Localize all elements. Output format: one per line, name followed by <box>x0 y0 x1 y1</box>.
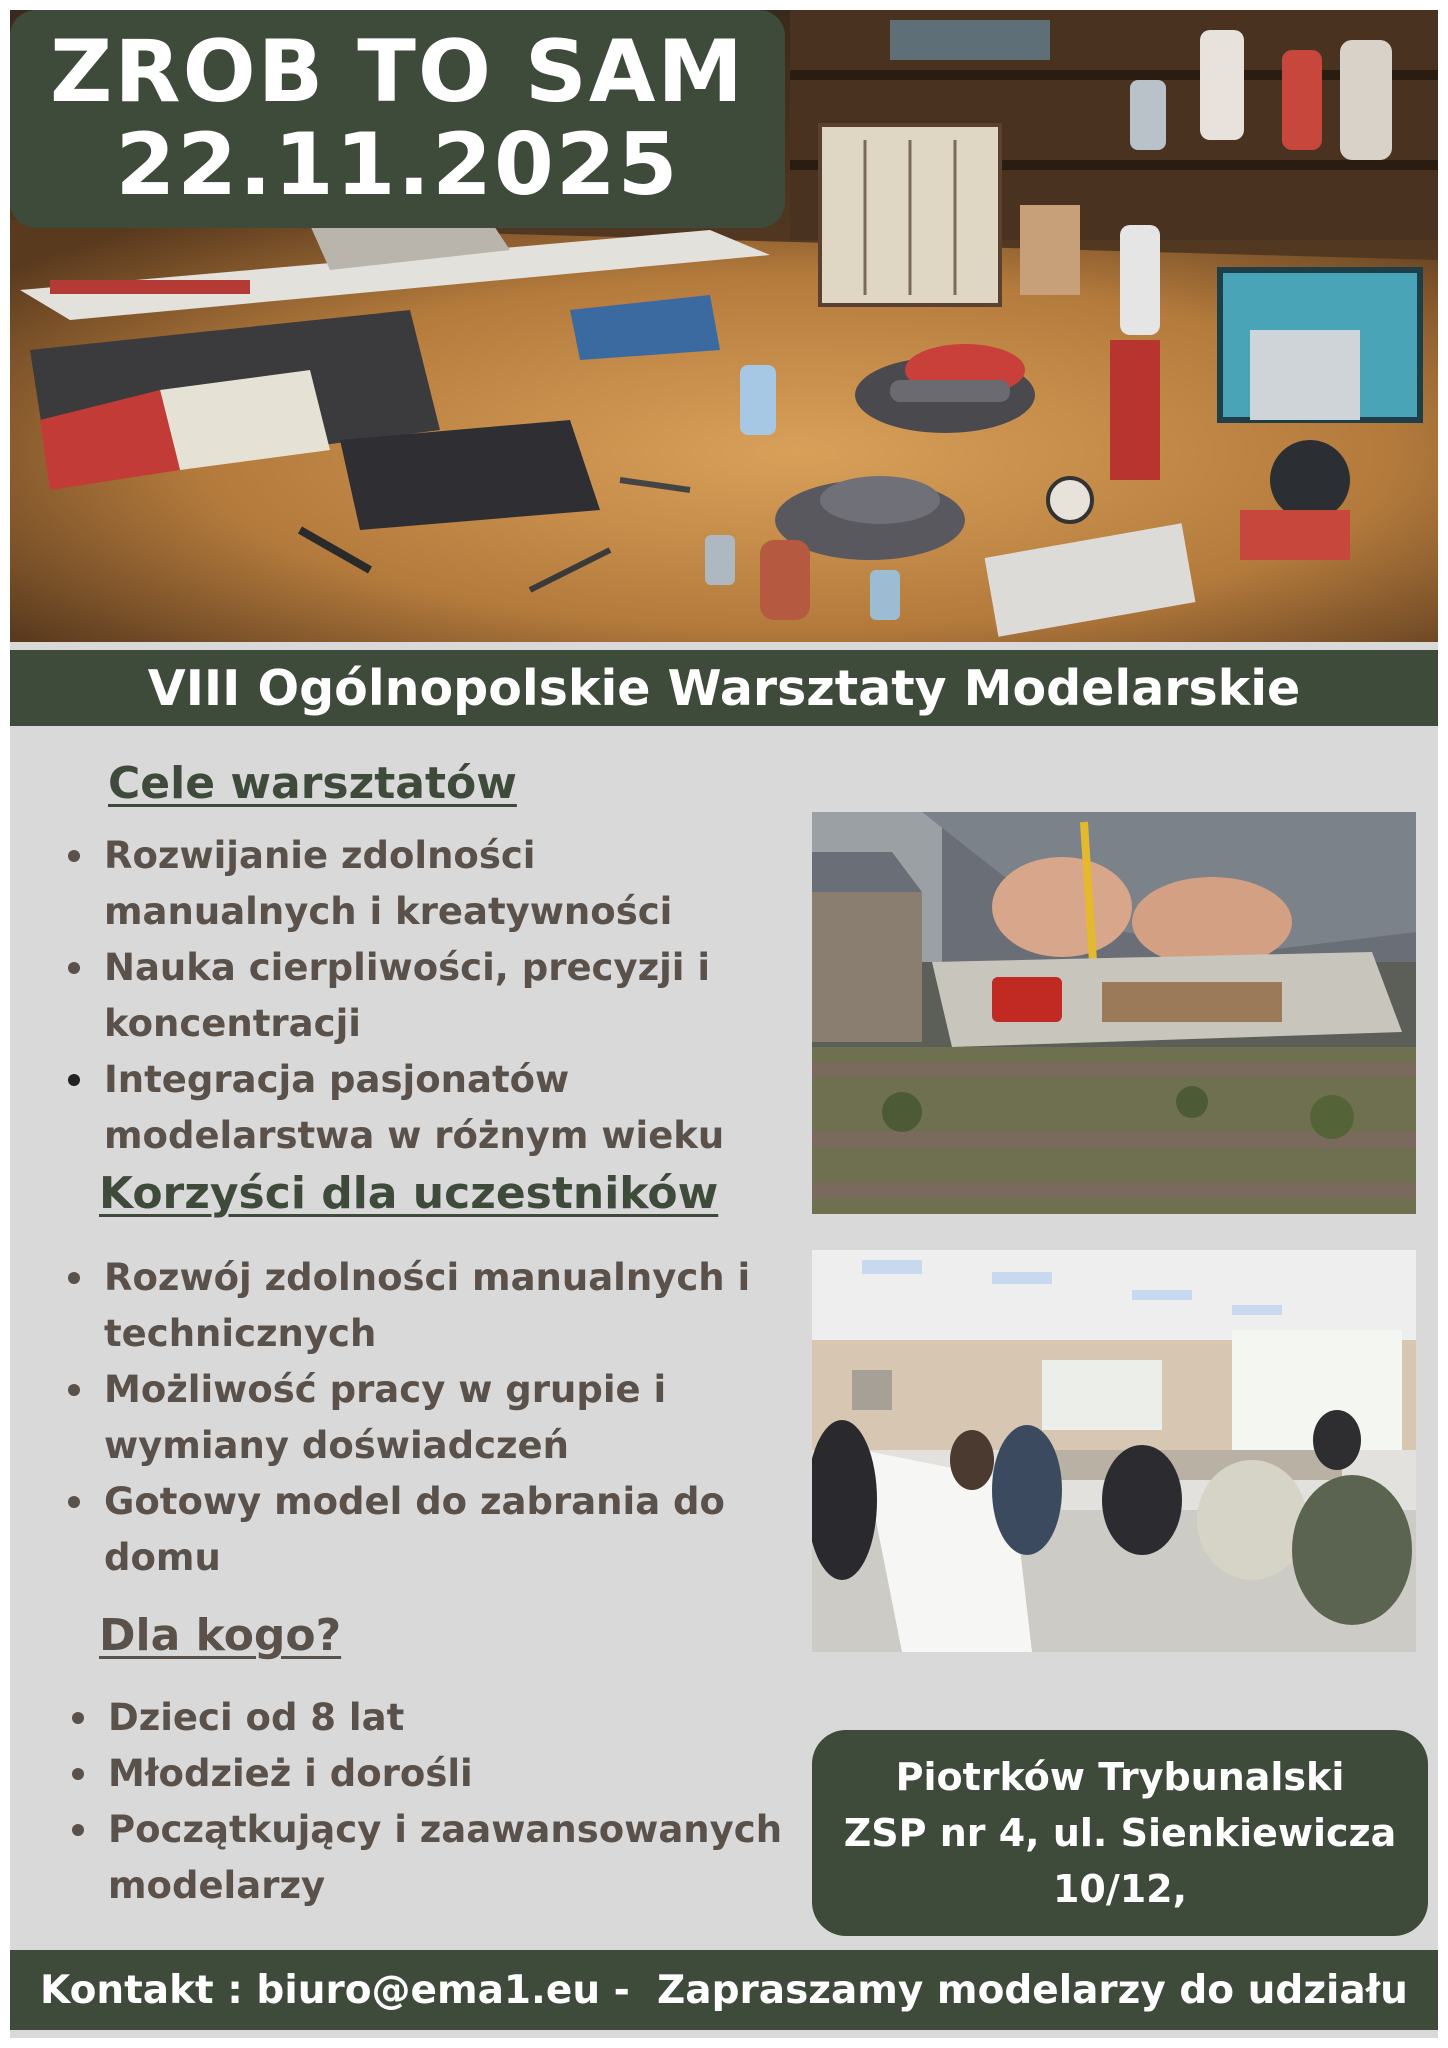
benefits-heading: Korzyści dla uczestników <box>99 1168 719 1219</box>
list-item: Rozwijanie zdolności manualnych i kreatywności <box>68 828 798 940</box>
location-address-number: 10/12, <box>1052 1867 1188 1911</box>
list-item: Początkujący i zaawansowanych modelarzy <box>72 1802 792 1914</box>
audience-heading: Dla kogo? <box>99 1610 342 1661</box>
event-date: 22.11.2025 <box>115 115 680 215</box>
workshop-hall-photo <box>812 1250 1416 1652</box>
event-name-banner <box>10 650 1438 726</box>
audience-list <box>72 1690 792 1914</box>
list-item: Dzieci od 8 lat <box>72 1690 792 1746</box>
list-item: Nauka cierpliwości, precyzji i koncentracji <box>68 940 798 1052</box>
location-box <box>812 1730 1428 1936</box>
contact-footer <box>10 1950 1438 2030</box>
poster <box>10 10 1438 2038</box>
list-item: Gotowy model do zabrania do domu <box>68 1474 768 1586</box>
list-item: Integracja pasjonatów modelarstwa w różnym wieku <box>68 1052 798 1164</box>
contact-text: Kontakt : biuro@ema1.eu - Zapraszamy modelarzy do udziału <box>40 1967 1408 2013</box>
location-city: Piotrków Trybunalski <box>895 1755 1345 1799</box>
list-item: Młodzież i dorośli <box>72 1746 792 1802</box>
benefits-list <box>68 1250 768 1586</box>
location-address: ZSP nr 4, ul. Sienkiewicza <box>843 1811 1397 1855</box>
title-box <box>10 10 785 228</box>
goals-list <box>68 828 798 1164</box>
list-item: Możliwość pracy w grupie i wymiany doświadczeń <box>68 1362 768 1474</box>
title-line-1: ZROB TO SAM <box>50 22 745 123</box>
list-item: Rozwój zdolności manualnych i technicznych <box>68 1250 768 1362</box>
diorama-photo <box>812 812 1416 1214</box>
goals-heading: Cele warsztatów <box>108 758 517 809</box>
hero-workshop-illustration <box>10 10 1438 642</box>
event-name: VIII Ogólnopolskie Warsztaty Modelarskie <box>147 659 1301 717</box>
